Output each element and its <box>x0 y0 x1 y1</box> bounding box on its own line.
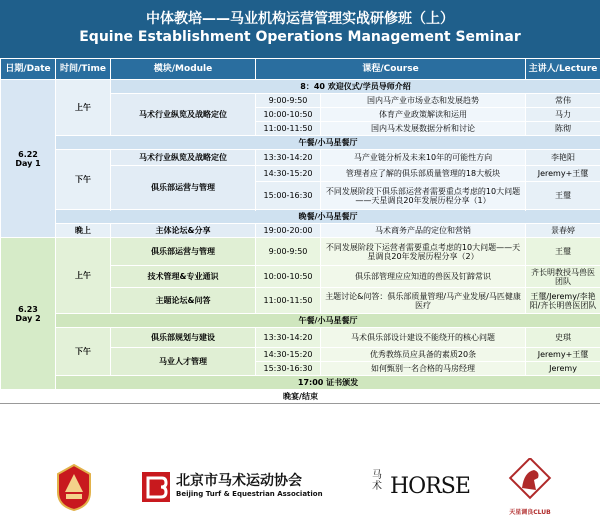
col-header-time: 时间/Time <box>56 59 111 80</box>
seal-logo <box>52 462 96 512</box>
emblem-icon <box>52 462 96 512</box>
session-course: 不同发展阶段下俱乐部运营者需要重点考虑的10大问题——天星调良20年发展历程分享（1） <box>321 182 526 210</box>
day1-eve-module: 主体论坛&分享 <box>111 224 256 238</box>
session-course: 马术商务产品的定位和营销 <box>321 224 526 238</box>
club-logo <box>500 458 560 518</box>
day1-pm-module-1: 马术行业纵览及战略定位 <box>111 150 256 166</box>
day1-label: Day 1 <box>3 159 53 168</box>
session-time: 14:30-15:20 <box>256 166 321 182</box>
session-lecturer: Jeremy+王璽 <box>526 166 600 182</box>
session-course: 马产业链分析及未来10年的可能性方向 <box>321 150 526 166</box>
session-time: 10:00-10:50 <box>256 108 321 122</box>
session-course: 国内马术发展数据分析和讨论 <box>321 122 526 136</box>
session-lecturer: 史琪 <box>526 328 600 348</box>
session-time: 13:30-14:20 <box>256 150 321 166</box>
day2-end: 晚宴/结束 <box>1 390 600 404</box>
day2-am-module-3: 主题论坛&问答 <box>111 288 256 314</box>
col-header-date: 日期/Date <box>1 59 56 80</box>
session-lecturer: 马力 <box>526 108 600 122</box>
association-mark-icon <box>142 472 170 502</box>
header-banner <box>0 0 600 58</box>
day1-date-cell <box>1 80 56 238</box>
association-name-cn: 北京市马术运动协会 <box>176 470 302 490</box>
day2-am-label: 上午 <box>56 238 111 314</box>
day1-opening: 8：40 欢迎仪式/学员导师介绍 <box>111 80 600 94</box>
session-time: 13:30-14:20 <box>256 328 321 348</box>
session-course: 优秀教练员应具备的素质20条 <box>321 348 526 362</box>
day1-am-label: 上午 <box>56 80 111 136</box>
day1-date: 6.22 <box>3 150 53 159</box>
col-header-course: 课程/Course <box>256 59 526 80</box>
day2-pm-module-2: 马业人才管理 <box>111 348 256 376</box>
session-course: 主题讨论&问答：俱乐部质量管理/马产业发展/马匹健康医疗 <box>321 288 526 314</box>
session-lecturer: 李艳阳 <box>526 150 600 166</box>
session-lecturer: 陈彻 <box>526 122 600 136</box>
session-lecturer: 王璽/Jeremy/李艳阳/齐长明兽医团队 <box>526 288 600 314</box>
session-course: 俱乐部管理应应知道的兽医及钉蹄常识 <box>321 266 526 288</box>
beijing-association-logo <box>142 470 332 506</box>
sponsor-logos <box>0 452 600 520</box>
session-time: 11:00-11:50 <box>256 288 321 314</box>
session-course: 国内马产业市场业态和发展趋势 <box>321 94 526 108</box>
day2-am-module-2: 技术管理&专业通识 <box>111 266 256 288</box>
col-header-lecturer: 主讲人/Lecture <box>526 59 600 80</box>
session-lecturer: 景春婷 <box>526 224 600 238</box>
day1-lunch: 午餐/小马星餐厅 <box>56 136 600 150</box>
title-chinese: 中体教培——马业机构运营管理实战研修班（上） <box>0 0 600 28</box>
session-time: 10:00-10:50 <box>256 266 321 288</box>
session-time: 9:00-9:50 <box>256 238 321 266</box>
day1-eve-label: 晚上 <box>56 224 111 238</box>
session-course: 马术俱乐部设计建设不能绕开的核心问题 <box>321 328 526 348</box>
session-lecturer: 王璽 <box>526 238 600 266</box>
day2-date: 6.23 <box>3 305 53 314</box>
schedule-table <box>0 58 600 404</box>
session-lecturer: 常伟 <box>526 94 600 108</box>
day2-pm-label: 下午 <box>56 328 111 376</box>
day2-lunch: 午餐/小马星餐厅 <box>56 314 600 328</box>
day1-pm-label: 下午 <box>56 150 111 210</box>
session-course: 体育产业政策解读和运用 <box>321 108 526 122</box>
day1-am-module: 马术行业纵览及战略定位 <box>111 94 256 136</box>
day2-pm-module-1: 俱乐部规划与建设 <box>111 328 256 348</box>
day2-label: Day 2 <box>3 314 53 323</box>
horse-magazine-logo <box>372 466 462 510</box>
col-header-module: 模块/Module <box>111 59 256 80</box>
session-time: 19:00-20:00 <box>256 224 321 238</box>
session-lecturer: Jeremy <box>526 362 600 376</box>
session-time: 11:00-11:50 <box>256 122 321 136</box>
session-time: 14:30-15:20 <box>256 348 321 362</box>
day1-pm-module-2: 俱乐部运营与管理 <box>111 166 256 210</box>
session-time: 15:30-16:30 <box>256 362 321 376</box>
day2-date-cell <box>1 238 56 390</box>
session-lecturer: 王璽 <box>526 182 600 210</box>
title-english: Equine Establishment Operations Management Seminar <box>0 28 600 46</box>
horse-logo-en: HORSE <box>390 474 470 499</box>
session-time: 9:00-9:50 <box>256 94 321 108</box>
session-course: 管理者应了解的俱乐部质量管理的18大板块 <box>321 166 526 182</box>
session-lecturer: 齐长明教授马兽医团队 <box>526 266 600 288</box>
day1-dinner: 晚餐/小马星餐厅 <box>56 210 600 224</box>
session-time: 15:00-16:30 <box>256 182 321 210</box>
day2-certificate: 17:00 证书颁发 <box>56 376 600 390</box>
day2-am-module-1: 俱乐部运营与管理 <box>111 238 256 266</box>
horse-crest-icon <box>500 458 560 518</box>
association-name-en: Beijing Turf & Equestrian Association <box>176 490 323 498</box>
session-course: 不同发展阶段下运营者需要重点考虑的10大问题——天星调良20年发展历程分享（2） <box>321 238 526 266</box>
svg-text:天星调良CLUB: 天星调良CLUB <box>509 508 551 516</box>
horse-logo-cn: 马术 <box>372 470 388 492</box>
session-course: 如何甄别一名合格的马房经理 <box>321 362 526 376</box>
session-lecturer: Jeremy+王璽 <box>526 348 600 362</box>
